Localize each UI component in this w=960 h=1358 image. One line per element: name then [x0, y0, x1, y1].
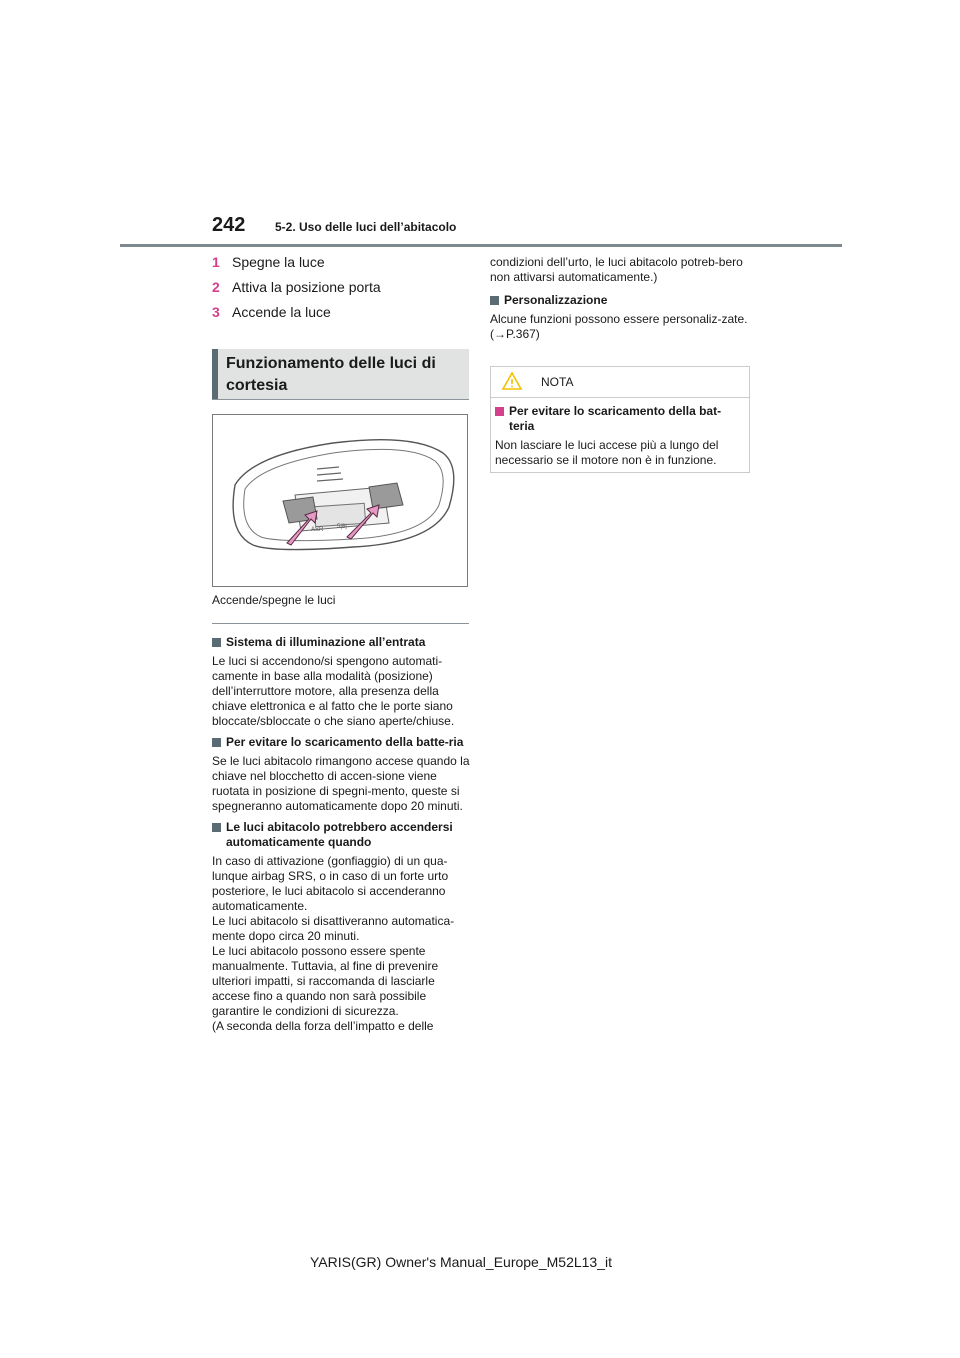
- footer-text: YARIS(GR) Owner's Manual_Europe_M52L13_it: [310, 1254, 612, 1270]
- header-rule: [120, 244, 842, 247]
- square-bullet-icon: [490, 296, 499, 305]
- step-text: Accende la luce: [232, 304, 331, 320]
- subsection-heading-text: Per evitare lo scaricamento della batte-ria: [226, 735, 464, 749]
- paragraph: Se le luci abitacolo rimangono accese quando la chiave nel blocchetto di accen-sione viene ruotata in posizione di spegni-mento, queste si spegneranno automaticamente dopo 20 minuti.: [212, 754, 470, 813]
- paragraph: In caso di attivazione (gonfiaggio) di un qua-lunque airbag SRS, o in caso di un forte urto posteriore, le luci abitacolo si accenderanno automaticamente.: [212, 854, 449, 913]
- section-header: 5-2. Uso delle luci dell’abitacolo: [275, 220, 457, 234]
- page-number: 242: [212, 214, 246, 236]
- subsection-heading-text: Sistema di illuminazione all’entrata: [226, 635, 426, 649]
- courtesy-light-illustration: [212, 414, 468, 587]
- section-title-box: [212, 349, 469, 399]
- note-heading: [495, 404, 745, 434]
- note-header: [491, 367, 749, 398]
- note-body: [491, 398, 749, 468]
- section-title-line1: Funzionamento delle luci di: [226, 355, 436, 372]
- section-box-rule: [212, 399, 469, 400]
- caption-rule: [212, 623, 469, 624]
- subsection-heading: [490, 293, 750, 308]
- subsection-heading: [212, 820, 470, 850]
- paragraph: Le luci abitacolo si disattiveranno automatica-mente dopo circa 20 minuti.: [212, 914, 455, 943]
- section-title-line2: cortesia: [226, 377, 288, 394]
- right-column: [490, 255, 750, 348]
- left-column: [212, 629, 470, 1034]
- continuation-paragraph: condizioni dell’urto, le luci abitacolo potreb-bero non attivarsi automaticamente.): [490, 255, 743, 284]
- step-text: Attiva la posizione porta: [232, 279, 381, 295]
- step-number: 3: [212, 304, 220, 320]
- subsection-heading: [212, 635, 470, 650]
- paragraph: (A seconda della forza dell’impatto e delle: [212, 1019, 434, 1033]
- figure-label-left: ASR: [311, 527, 324, 533]
- steps-list: [212, 254, 472, 329]
- note-heading-text: Per evitare lo scaricamento della bat-teria: [509, 404, 722, 433]
- overhead-console-drawing: [213, 415, 467, 586]
- paragraph: Le luci abitacolo possono essere spente manualmente. Tuttavia, al fine di prevenire ulteriori impatti, si raccomanda di lasciarle accese fino a quando non sarà possibile garantire le condizioni di sicurezza.: [212, 944, 439, 1018]
- figure-label-right: 5|8|: [337, 524, 347, 530]
- paragraph: Alcune funzioni possono essere personaliz-zate. (→P.367): [490, 312, 748, 341]
- warning-triangle-icon: [501, 371, 523, 391]
- step-item: [212, 254, 472, 270]
- step-number: 2: [212, 279, 220, 295]
- paragraph: Le luci si accendono/si spengono automati-camente in base alla modalità (posizione) dell’interruttore motore, alla presenza della chiave elettronica e al fatto che le porte siano bloccate/sbloccate o che siano aperte/chiuse.: [212, 654, 455, 728]
- step-text: Spegne la luce: [232, 254, 325, 270]
- note-box: [490, 366, 750, 473]
- subsection-heading: [212, 735, 470, 750]
- square-bullet-icon: [212, 738, 221, 747]
- square-bullet-icon: [212, 638, 221, 647]
- square-bullet-icon: [212, 823, 221, 832]
- note-text: Non lasciare le luci accese più a lungo del necessario se il motore non è in funzione.: [495, 438, 719, 467]
- square-bullet-icon: [495, 407, 504, 416]
- step-item: [212, 279, 472, 295]
- figure-caption: Accende/spegne le luci: [212, 593, 336, 607]
- subsection-heading-text: Personalizzazione: [504, 293, 608, 307]
- step-item: [212, 304, 472, 320]
- step-number: 1: [212, 254, 220, 270]
- note-label: NOTA: [541, 375, 574, 389]
- subsection-heading-text: Le luci abitacolo potrebbero accendersi automaticamente quando: [226, 820, 453, 849]
